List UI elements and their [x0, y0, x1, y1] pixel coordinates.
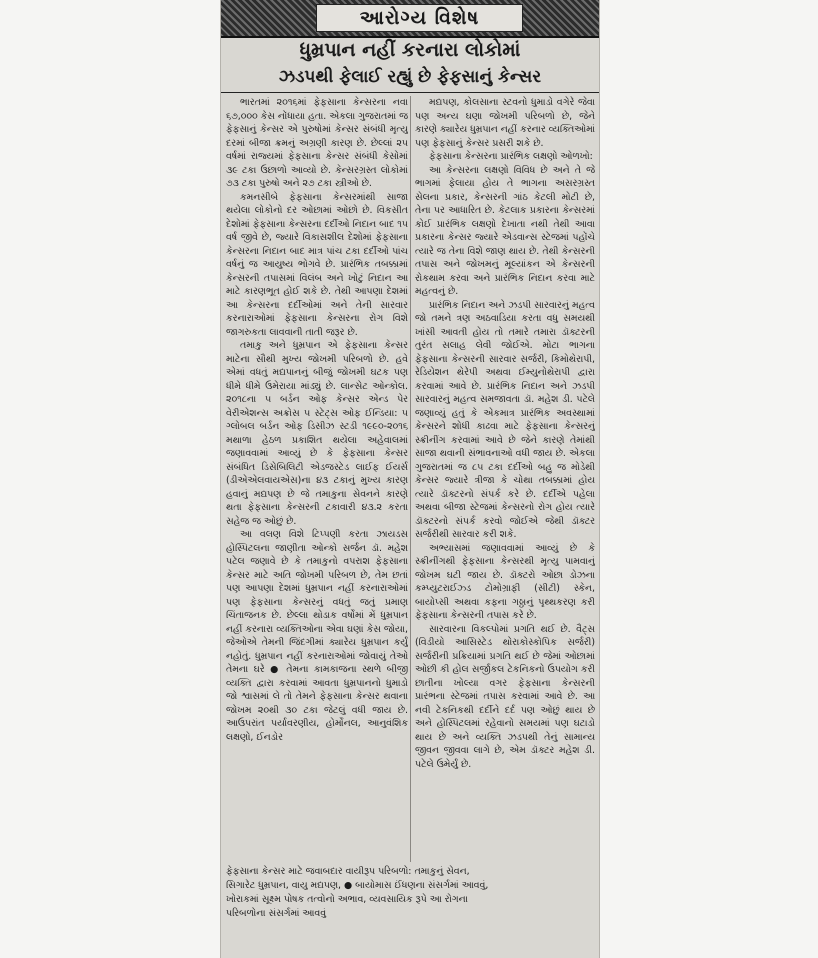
right-paragraph-5: અભ્યાસમાં જણાવવામાં આવ્યું છે કે સ્ક્રીનીંગથી ફેફસાના કેન્સરથી મૃત્યુ પામવાનું જોખમ ઘટી જાય છે. ડૉક્ટરો ઓછા ડોઝના કમ્પ્યુટરાઈઝ્ડ ટોમોગ્રાફી (સીટી) સ્કેન, બાયોપ્સી અથવા કફના ગઠ્ઠાનું પૃથ્થકરણ કરી ફેફસાના કેન્સરની તપાસ કરે છે.: [415, 542, 595, 621]
left-paragraph-3: તમાકુ અને ધુમ્રપાન એ ફેફસાના કેન્સર માટેના સૌથી મુખ્ય જોખમી પરિબળો છે. હવે એમાં વધતું મદ્યપાનનું બીજું જોખમી ઘટક પણ ધીમે ધીમે ઉમેરાયા માંડ્યું છે. લાન્સેટ ઓન્કોલ. ૨૦૧૮ના ૫ બર્ડન ઓફ કેન્સર એન્ડ પેર વેરીએશન્સ અક્રોસ ૫ સ્ટેટ્સ ઓફ ઈન્ડિયા: ૫ ગ્લોબલ બર્ડન ઓફ ડિસીઝ સ્ટડી ૧૯૯૦-૨૦૧૬ મથાળા હેઠળ પ્રકાશિત થયેલા અહેવાલમાં જણાવવામાં આવ્યું છે કે ફેફસાના કેન્સર સંબંધિત ડિસેબિલિટી એડજસ્ટેડ લાઈફ ઈયર્સ (ડીએએલવાયએસ)ના ૪૩ ટકાનું મુખ્ય કારણ હવાનું મદ્યપણ છે જે તમાકુના સેવનને કારણે થતા ફેફસાના કેન્સરની ટકાવારી ૪૩.૨ કરતા સહેજ જ ઓછું છે.: [226, 340, 408, 527]
column-divider: [410, 96, 411, 862]
headline-line-2: ઝડપથી ફેલાઈ રહ્યું છે ફેફસાનું કેન્સર: [278, 67, 542, 87]
left-column: [226, 96, 408, 862]
left-paragraph-2: કમનસીબે ફેફસાના કેન્સરમાંથી સાજા થયેલા લોકોનો દર ઓછામાં ઓછો છે. વિકસીત દેશોમાં ફેફસાના કેન્સરના દર્દીઓ નિદાન બાદ ૧૫ વર્ષ જીવે છે, જ્યારે વિકાસશીલ દેશોમાં ફેફસાના કેન્સરના નિદાન બાદ માત્ર પાંચ ટકા દર્દીઓ પાંચ વર્ષનું જ આયુષ્ય ભોગવે છે. પ્રારંભિક તબક્કામાં કેન્સરની તપાસમાં વિલંબ અને ખોટું નિદાન આ માટે કારણભૂત હોઈ શકે છે. તેથી આપણા દેશમાં આ કેન્સરના દર્દીઓમાં અને તેની સારવાર કરનારાઓમાં ફેફસાના કેન્સરના રોગ વિશે જાગરુકતા લાવવાની તાતી જરૂર છે.: [226, 191, 408, 338]
left-paragraph-1: ભારતમાં ૨૦૧૬માં ફેફસાના કેન્સરના નવા ૬૭,૦૦૦ કેસ નોંધાયા હતા. એકલા ગુજરાતમાં જ ફેફસાનું કેન્સર એ પુરુષોમાં કેન્સર સંબંધી મૃત્યુ દરમાં બીજા ક્રમનું અગ્રણી કારણ છે. છેલ્લાં ૨૫ વર્ષમાં રાજ્યમાં ફેફસાના કેન્સર સંબંધી કેસોમાં ૩૯ ટકા ઉછાળો આવ્યો છે. કેન્સરગ્રસ્ત લોકોમાં ૭૩ ટકા પુરુષો અને ૨૭ ટકા સ્ત્રીઓ છે.: [226, 97, 408, 189]
footer-line-3: ખોરાકમાં સૂક્ષ્મ પોષક તત્વોનો અભાવ, વ્યવસાયિક રૂપે આ રોગના: [226, 894, 468, 905]
section-banner: [221, 0, 599, 38]
left-paragraph-4: આ વલણ વિશે ટિપ્પણી કરતા ઝાયડસ હોસ્પિટલના જાણીતા ઓન્કો સર્જન ડૉ. મહેશ પટેલ જણાવે છે કે તમાકુનો વપરાશ ફેફસાના કેન્સર માટે અતિ જોખમી પરિબળ છે, તેમ છતાં પણ આપણા દેશમાં ધુમ્રપાન નહીં કરનારાઓમાં પણ ફેફસાના કેન્સરનું વધતું જતું પ્રમાણ ચિંતાજનક છે. છેલ્લા થોડાક વર્ષોમાં મેં ધુમ્રપાન નહીં કરનારા વ્યક્તિઓના એવા ઘણાં કેસ જોયા, જેઓએ તેમની જિંદગીમાં ક્યારેય ધુમ્રપાન કર્યું નહોતું. ધુમ્રપાન નહીં કરનારાઓમાં જોવાયું તેઓ તેમના ઘરે ● તેમના કામકાજના સ્થળે બીજી વ્યક્તિ દ્વારા કરવામાં આવતા ધુમ્રપાનનો ધુમાડો જો શ્વાસમાં લે તો તેમને ફેફસાના કેન્સર થવાના જોખમ ૨૦થી ૩૦ ટકા જેટલું વધી જાય છે. આઉપરાંત પર્યાવરણીય, હોર્મોનલ, આનુવંશિક લક્ષણો, ઈનડોર: [226, 529, 408, 743]
newspaper-clipping: [220, 0, 600, 958]
right-paragraph-1: મદ્યપણ, કોલસાના સ્ટવનો ધુમાડો વગેરે જેવા પણ અન્ય ઘણા જોખમી પરિબળો છે, જેને કારણે ક્યારેય ધુમ્રપાન નહીં કરનાર વ્યક્તિઓમાં પણ ફેફસાનું કેન્સર પ્રસરી શકે છે.: [415, 97, 595, 149]
right-paragraph-2: ફેફસાના કેન્સરના પ્રારંભિક લક્ષણો ઓળખો:: [429, 151, 593, 162]
footer-line-1: ફેફસાના કેન્સર માટે જવાબદાર વાયીરૂપ પરિબળો: તમાકુનું સેવન,: [226, 866, 470, 877]
right-paragraph-3: આ કેન્સરના લક્ષણો વિવિધ છે અને તે જે ભાગમાં ફેલાયા હોય તે ભાગના અસરગ્રસ્ત સેલના પ્રકાર, કેન્સરની ગાંઠ કેટલી મોટી છે, તેના પર આધારિત છે. કેટલાક પ્રકારના કેન્સરમાં કોઈ પ્રારંભિક લક્ષણો દેખાતા નથી તેથી આવા પ્રકારના કેન્સર જ્યારે એડવાન્સ સ્ટેજમાં પહોંચે ત્યારે જ તેના વિશે જાણ થાય છે. તેથી કેન્સરની તપાસ અને જોખમનું મૂલ્યાંકન એ કેન્સરની રોકથામ કરવા અને પ્રારંભિક નિદાન કરવા માટે મહત્વનું છે.: [415, 164, 595, 297]
footer-line-2: સિગારેટ ધુમ્રપાન, વાયુ મદ્યપણ, ● બાયોમાસ ઈંધણના સંસર્ગમાં આવવું,: [226, 880, 489, 891]
right-column: [415, 96, 595, 862]
headline-line-1: ધુમ્રપાન નહીં કરનારા લોકોમાં: [299, 39, 521, 61]
section-label: આરોગ્ય વિશેષ: [316, 4, 523, 32]
right-paragraph-4: પ્રારંભિક નિદાન અને ઝડપી સારવારનું મહત્વ જો તમને ત્રણ અઠવાડિયા કરતા વધુ સમયથી ખાંસી આવતી હોય તો તમારે તમારા ડૉક્ટરની તુરંત સલાહ લેવી જોઈએ. મોટા ભાગના ફેફસાના કેન્સરની સારવાર સર્જરી, કિમોથેરાપી, રેડિયેશન થેરેપી અથવા ઈમ્યુનોથેરાપી દ્વારા કરવામાં આવે છે. પ્રારંભિક નિદાન અને ઝડપી સારવારનું મહત્વ સમજાવતા ડૉ. મહેશ ડી. પટેલે જણાવ્યું હતું કે એકમાત્ર પ્રારંભિક અવસ્થામાં કેન્સરને શોધી કાઢવા માટે ફેફસાના કેન્સરનું સ્ક્રીનીંગ કરવામાં આવે છે જેને કારણે તેમાંથી સાજા થવાની સંભાવનાઓ વધી જાય છે. એકલા ગુજરાતમાં જ ૮૫ ટકા દર્દીઓ બહુ જ મોડેથી કેન્સર જ્યારે ત્રીજા કે ચોથા તબક્કામાં હોય ત્યારે ડૉક્ટરનો સંપર્ક કરે છે. દર્દીએ પહેલા અથવા બીજા સ્ટેજમાં કેન્સરનો રોગ હોય ત્યારે ડૉક્ટરનો સંપર્ક કરવો જોઈએ જેથી ડૉક્ટર સર્જરીથી સારવાર કરી શકે.: [415, 299, 595, 540]
right-paragraph-6: સારવારના વિકલ્પોમાં પ્રગતિ થઈ છે. વૈટ્સ (વિડીયો આસિસ્ટેડ થોરાકોસ્કોપિક સર્જરી) સર્જરીની પ્રક્રિયામાં પ્રગતિ થઈ છે જેમાં ઓછામાં ઓછી કી હોલ સર્જીકલ ટેકનિકનો ઉપયોગ કરી છાતીના ખોલ્યા વગર ફેફસાના કેન્સરની પ્રારંભના સ્ટેજમાં તપાસ કરવામાં આવે છે. આ નવી ટેકનિકથી દર્દીને દર્દ પણ ઓછું થાય છે અને હોસ્પિટલમાં રહેવાનો સમયમાં પણ ઘટાડો થાય છે અને વ્યક્તિ ઝડપથી તેનું સામાન્ય જીવન જીવવા લાગે છે, એમ ડૉક્ટર મહેશ ડી. પટેલે ઉમેર્યું છે.: [415, 623, 595, 770]
footer-text: [226, 865, 594, 921]
headline: [221, 36, 599, 93]
footer-line-4: પરિબળોના સંસર્ગમાં આવવું: [226, 908, 327, 919]
